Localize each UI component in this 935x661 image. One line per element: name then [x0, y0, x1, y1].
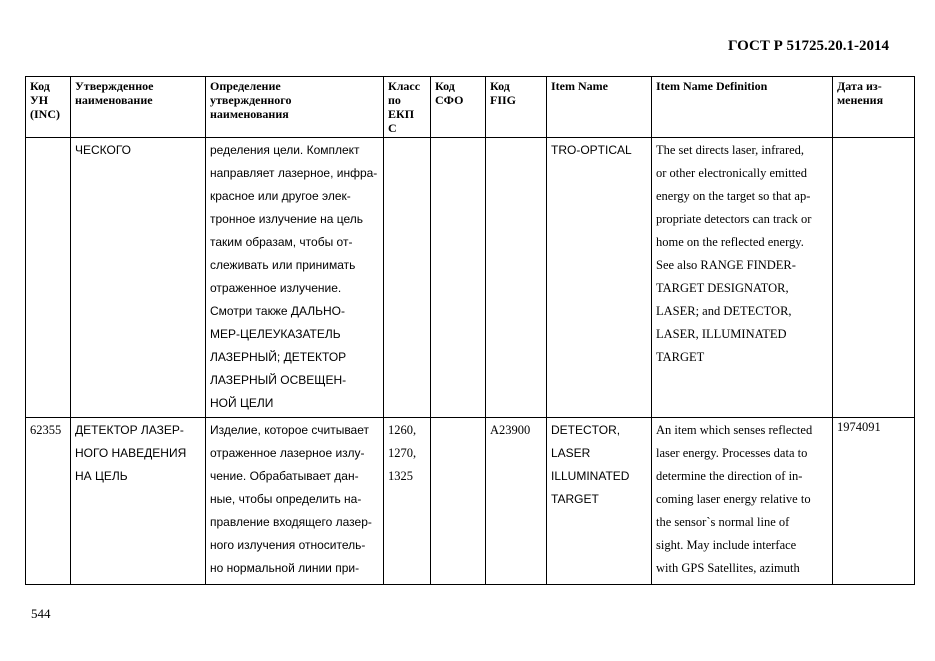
col-header-inc: Код УН (INC)	[26, 77, 71, 138]
cell-definition: Изделие, которое считывает отраженное лазерное излу- чение. Обрабатывает дан- ные, чтобы определить на- правление входящего лазер- ного излучения относитель- но нормальной линии при-	[206, 418, 384, 585]
col-header-fiig: Код FIIG	[486, 77, 547, 138]
col-header-class: Класс по ЕКП С	[384, 77, 431, 138]
page-number: 544	[31, 606, 51, 621]
col-header-item-definition: Item Name Definition	[652, 77, 833, 138]
cell-item-definition: An item which senses reflected laser energy. Processes data to determine the direction of in- coming laser energy relative to the sensor`s normal line of sight. May include interface with GPS Satellites, azimuth	[652, 418, 833, 585]
table-row	[26, 138, 915, 418]
col-header-definition: Определение утвержденного наименования	[206, 77, 384, 138]
cell-inc	[26, 138, 71, 418]
cell-approved-name: ДЕТЕКТОР ЛАЗЕР- НОГО НАВЕДЕНИЯ НА ЦЕЛЬ	[71, 418, 206, 585]
cell-fiig: A23900	[486, 418, 547, 585]
cell-sfo	[431, 418, 486, 585]
cell-item-name: DETECTOR, LASER ILLUMINATED TARGET	[547, 418, 652, 585]
cell-item-definition: The set directs laser, infrared, or other electronically emitted energy on the target so that ap- propriate detectors can track or home on the reflected energy. See also RANGE FINDER- TARGET DESIGNATOR, LASER; and DETECTOR, LASER, ILLUMINATED TARGET	[652, 138, 833, 418]
table-header-row	[26, 77, 915, 138]
standard-header: ГОСТ Р 51725.20.1-2014	[727, 38, 889, 54]
cell-approved-name: ЧЕСКОГО	[71, 138, 206, 418]
col-header-sfo: Код СФО	[431, 77, 486, 138]
cell-sfo	[431, 138, 486, 418]
cell-inc: 62355	[26, 418, 71, 585]
col-header-approved-name: Утвержденное наименование	[71, 77, 206, 138]
cell-definition: ределения цели. Комплект направляет лазерное, инфра- красное или другое элек- тронное излучение на цель таким образам, чтобы от- слеживать или принимать отраженное излучение. Смотри также ДАЛЬНО- МЕР-ЦЕЛЕУКАЗАТЕЛЬ ЛАЗЕРНЫЙ; ДЕТЕКТОР ЛАЗЕРНЫЙ ОСВЕЩЕН- НОЙ ЦЕЛИ	[206, 138, 384, 418]
col-header-change-date: Дата из- менения	[833, 77, 915, 138]
cell-class: 1260, 1270, 1325	[384, 418, 431, 585]
col-header-item-name: Item Name	[547, 77, 652, 138]
cell-item-name: TRO-OPTICAL	[547, 138, 652, 418]
cell-fiig	[486, 138, 547, 418]
cell-change-date	[833, 138, 915, 418]
classification-table	[25, 76, 915, 585]
table-row	[26, 418, 915, 585]
cell-change-date: 1974091	[833, 418, 915, 585]
cell-class	[384, 138, 431, 418]
